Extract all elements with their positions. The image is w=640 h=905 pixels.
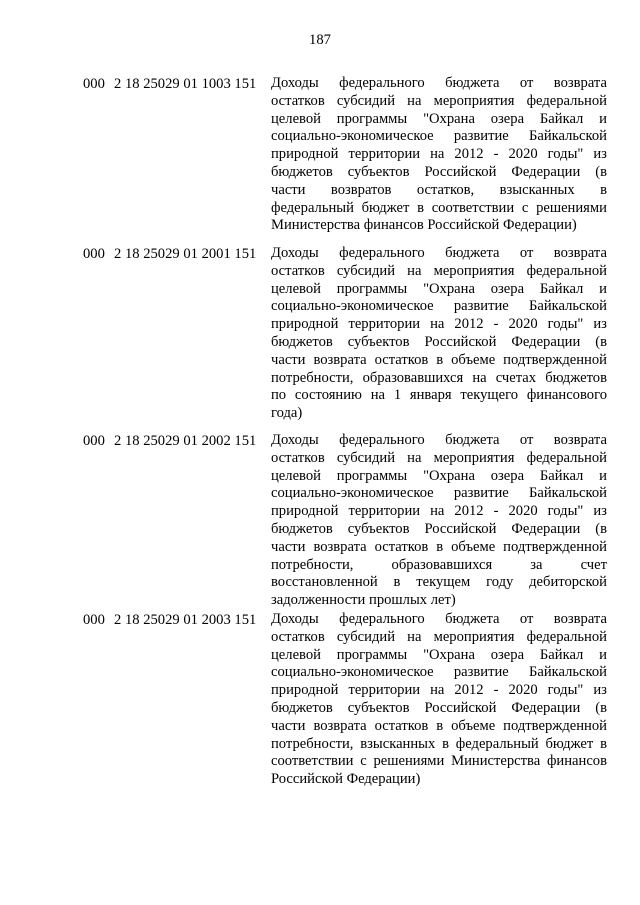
description-line: задолженности прошлых лет) <box>271 592 456 609</box>
description-line: целевой программы "Охрана озера Байкал и <box>271 467 607 484</box>
description-line: остатков субсидий на мероприятия федеральной <box>271 262 607 279</box>
description-line: потребности, образовавшихся на счетах бюджетов <box>271 369 607 386</box>
description-line: потребности, взысканных в федеральный бюджет в <box>271 735 607 752</box>
income-description <box>271 611 607 789</box>
description-line: природной территории на 2012 - 2020 годы" из <box>271 682 607 699</box>
income-description <box>271 245 607 423</box>
description-line: восстановленной в текущем году дебиторской <box>271 574 607 591</box>
description-line: части возврата остатков в объеме подтвержденной <box>271 538 607 555</box>
description-line: Министерства финансов Российской Федерации) <box>271 217 577 234</box>
budget-classification-code: 2 18 25029 01 2001 151 <box>114 246 257 262</box>
administrator-code: 000 <box>83 433 105 449</box>
income-description <box>271 75 607 235</box>
description-line: Российской Федерации) <box>271 771 421 788</box>
description-line: социально-экономическое развитие Байкальской <box>271 298 607 315</box>
description-line: Доходы федерального бюджета от возврата <box>271 432 607 448</box>
description-line: целевой программы "Охрана озера Байкал и <box>271 110 607 127</box>
description-line: бюджетов субъектов Российской Федерации (в <box>271 163 607 180</box>
description-line: Доходы федерального бюджета от возврата <box>271 75 607 91</box>
description-line: целевой программы "Охрана озера Байкал и <box>271 646 607 663</box>
description-line: бюджетов субъектов Российской Федерации (в <box>271 520 607 537</box>
administrator-code: 000 <box>83 246 105 262</box>
budget-classification-code: 2 18 25029 01 2002 151 <box>114 433 257 449</box>
description-line: социально-экономическое развитие Байкальской <box>271 664 607 681</box>
budget-classification-code: 2 18 25029 01 1003 151 <box>114 76 257 92</box>
description-line: социально-экономическое развитие Байкальской <box>271 128 607 145</box>
page-number: 187 <box>309 32 331 48</box>
description-line: Доходы федерального бюджета от возврата <box>271 611 607 627</box>
description-line: потребности, образовавшихся за счет <box>271 556 607 573</box>
description-line: по состоянию на 1 января текущего финансового <box>271 387 607 404</box>
description-line: природной территории на 2012 - 2020 годы" из <box>271 316 607 333</box>
description-line: социально-экономическое развитие Байкальской <box>271 485 607 502</box>
description-line: бюджетов субъектов Российской Федерации (в <box>271 699 607 716</box>
description-line: федеральный бюджет в соответствии с решениями <box>271 199 607 216</box>
description-line: части возврата остатков в объеме подтвержденной <box>271 351 607 368</box>
description-line: соответствии с решениями Министерства финансов <box>271 753 607 770</box>
administrator-code: 000 <box>83 612 105 628</box>
description-line: части возврата остатков в объеме подтвержденной <box>271 717 607 734</box>
description-line: природной территории на 2012 - 2020 годы" из <box>271 503 607 520</box>
budget-classification-code: 2 18 25029 01 2003 151 <box>114 612 257 628</box>
description-line: остатков субсидий на мероприятия федеральной <box>271 92 607 109</box>
administrator-code: 000 <box>83 76 105 92</box>
income-description <box>271 432 607 610</box>
description-line: природной территории на 2012 - 2020 годы" из <box>271 146 607 163</box>
description-line: остатков субсидий на мероприятия федеральной <box>271 628 607 645</box>
description-line: Доходы федерального бюджета от возврата <box>271 245 607 261</box>
description-line: остатков субсидий на мероприятия федеральной <box>271 449 607 466</box>
description-line: целевой программы "Охрана озера Байкал и <box>271 280 607 297</box>
description-line: бюджетов субъектов Российской Федерации (в <box>271 333 607 350</box>
description-line: части возвратов остатков, взысканных в <box>271 181 607 198</box>
description-line: года) <box>271 405 303 422</box>
